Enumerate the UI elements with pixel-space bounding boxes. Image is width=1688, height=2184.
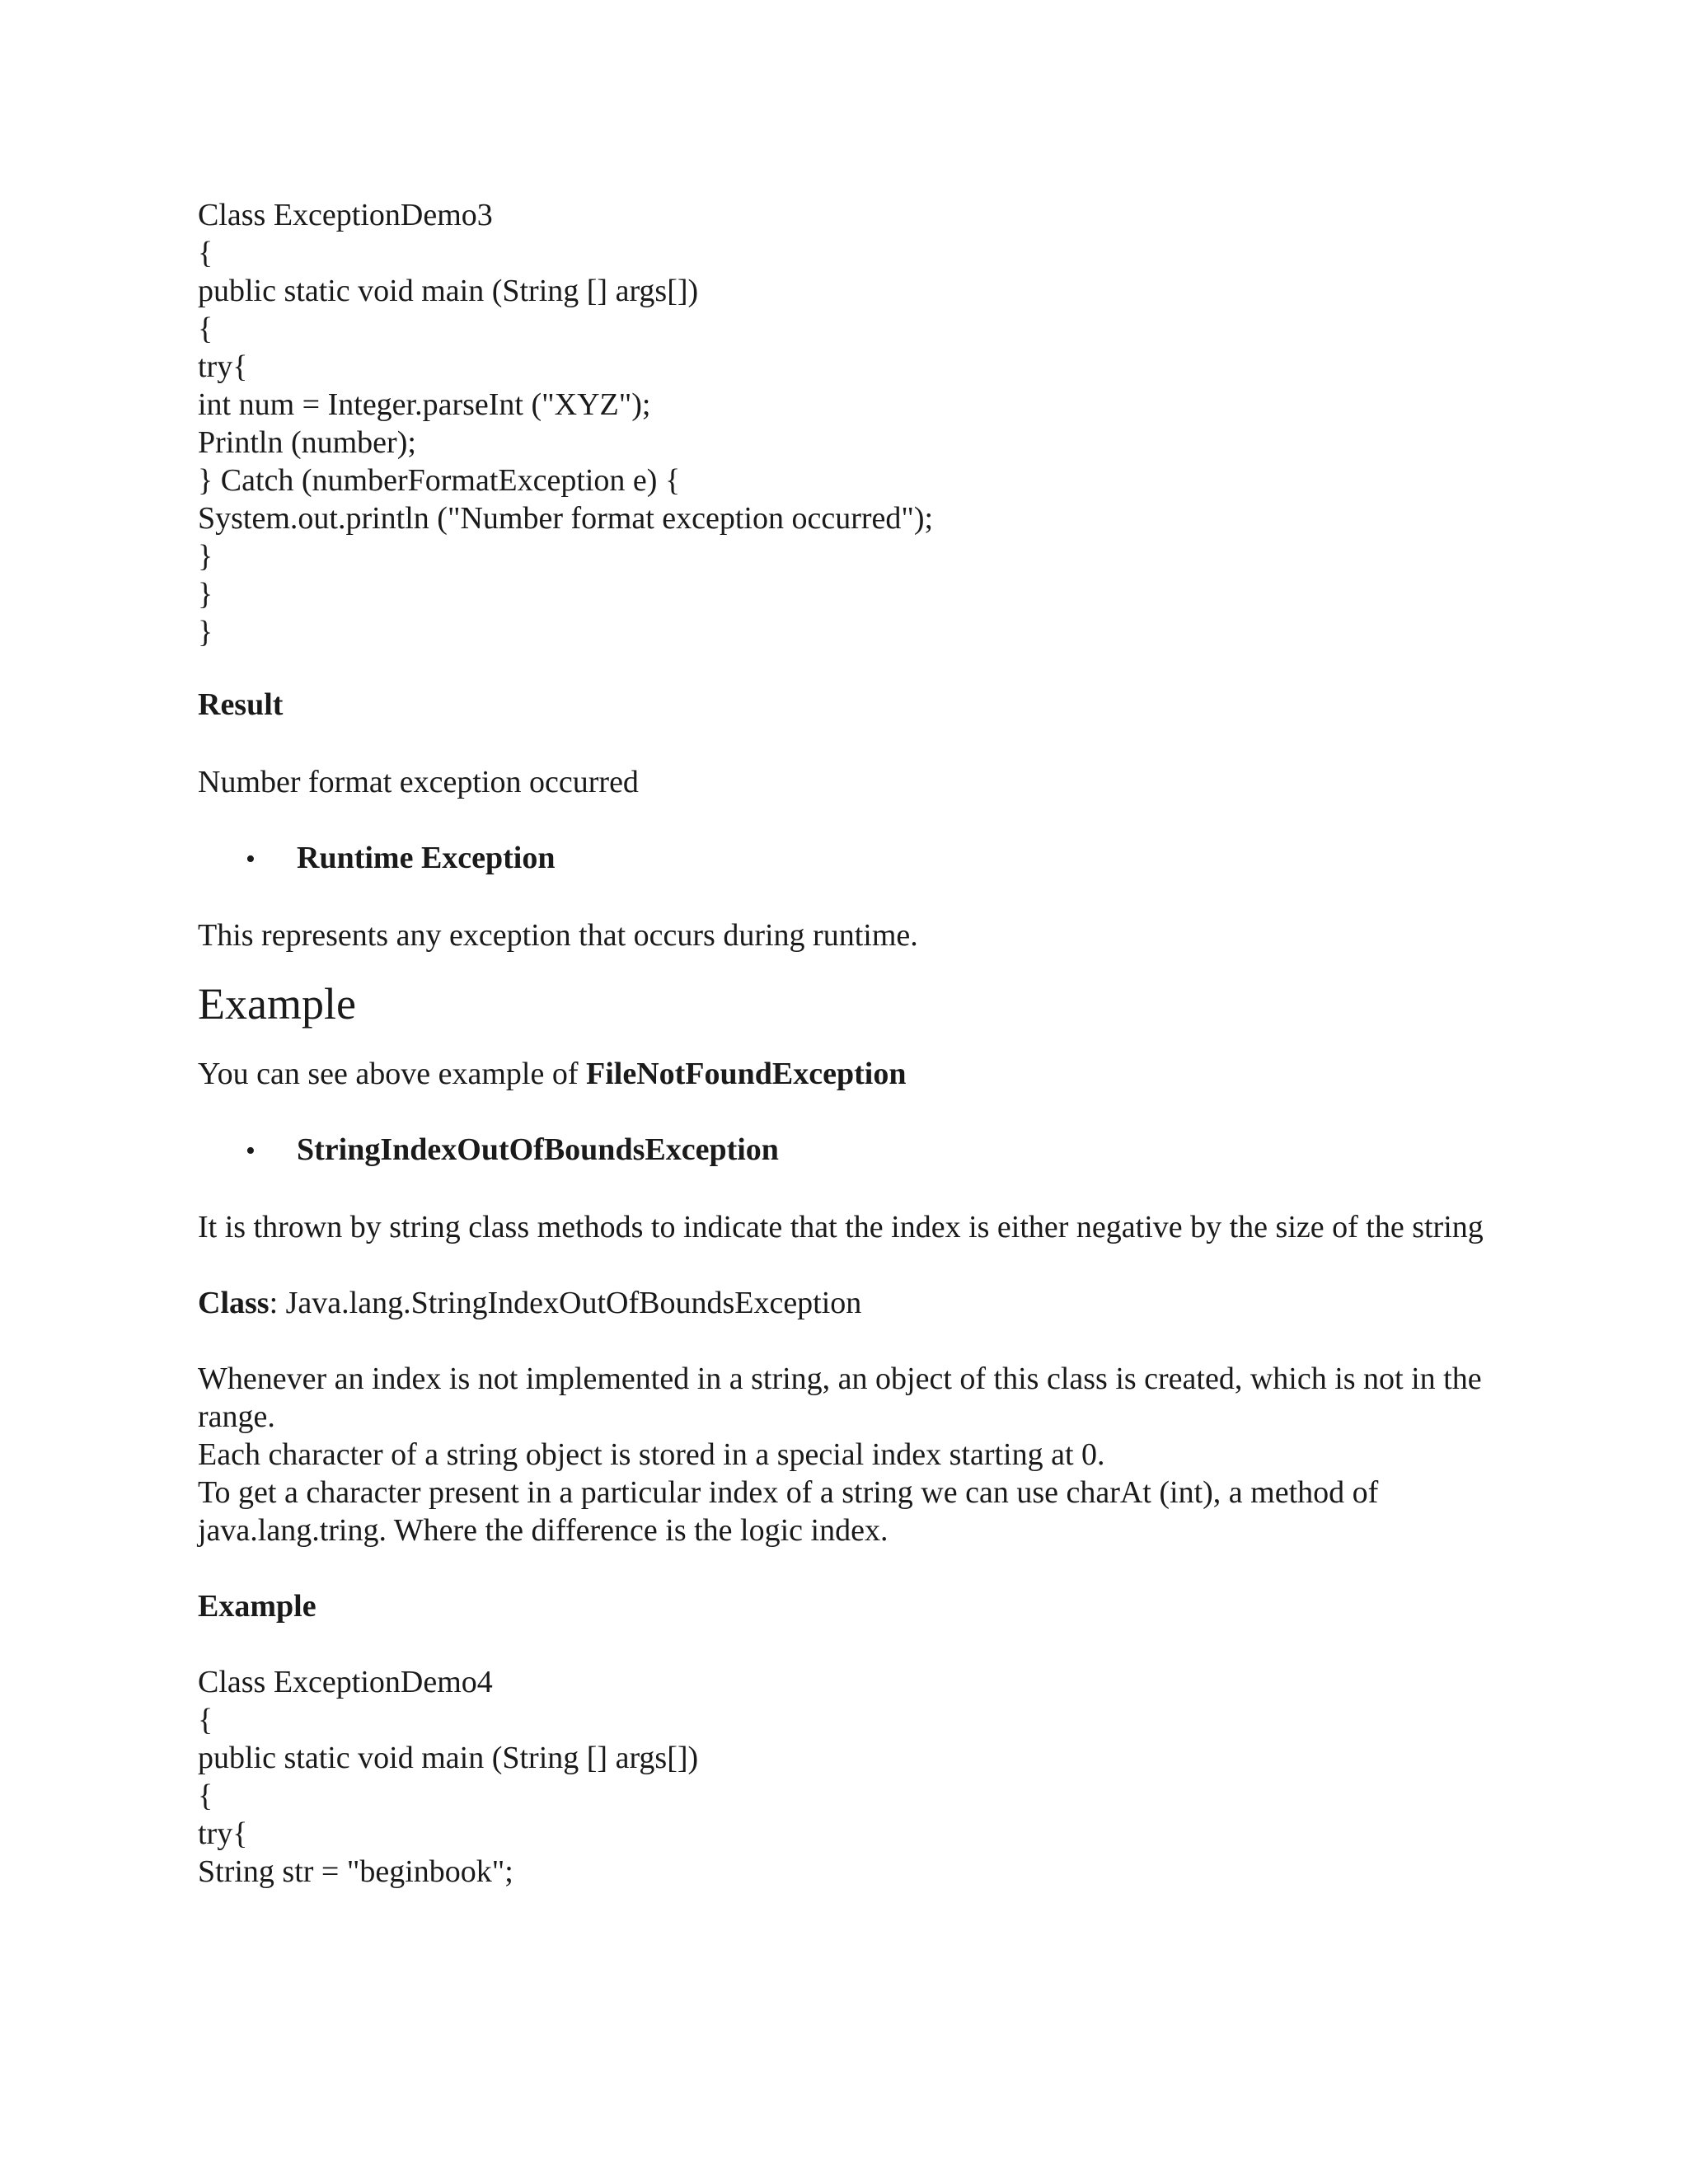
document-page: [198, 196, 1500, 1891]
class-line: [198, 1284, 1500, 1322]
code-line: Println (number);: [198, 425, 416, 460]
code-line: } Catch (numberFormatException e) {: [198, 463, 681, 498]
code-line: try{: [198, 349, 248, 384]
code-line: {: [198, 1779, 213, 1813]
code-line: public static void main (String [] args[]): [198, 274, 699, 308]
bullet-label: StringIndexOutOfBoundsException: [297, 1132, 779, 1167]
code-block-exceptiondemo4: [198, 1663, 1500, 1891]
paragraph-charat: To get a character present in a particular index of a string we can use charAt (int), a method of java.lang.tring. Where the difference is the logic index.: [198, 1475, 1379, 1548]
paragraph-index-storage: Each character of a string object is stored in a special index starting at 0.: [198, 1437, 1105, 1472]
result-heading: Result: [198, 687, 284, 722]
example-heading: Example: [198, 979, 356, 1029]
class-label: Class: [198, 1286, 270, 1320]
code-line: }: [198, 615, 213, 649]
code-line: try{: [198, 1816, 248, 1851]
code-line: {: [198, 1703, 213, 1737]
runtime-description: This represents any exception that occurs during runtime.: [198, 918, 918, 953]
code-line: {: [198, 312, 213, 346]
code-line: Class ExceptionDemo3: [198, 198, 493, 232]
example2-heading: Example: [198, 1589, 316, 1624]
code-line: public static void main (String [] args[]): [198, 1741, 699, 1775]
example-text-exception: FileNotFoundException: [586, 1057, 907, 1091]
example-text-prefix: You can see above example of: [198, 1057, 586, 1091]
result-text: Number format exception occurred: [198, 765, 639, 799]
bullet-stringindex-exception: [198, 1131, 1500, 1170]
code-line: {: [198, 236, 213, 270]
code-line: }: [198, 577, 213, 612]
code-line: }: [198, 539, 213, 574]
code-line: String str = "beginbook";: [198, 1854, 513, 1889]
paragraph-range: Whenever an index is not implemented in a string, an object of this class is created, which is not in the range.: [198, 1361, 1482, 1434]
code-line: Class ExceptionDemo4: [198, 1665, 493, 1699]
bullet-label: Runtime Exception: [297, 841, 556, 875]
class-value: : Java.lang.StringIndexOutOfBoundsException: [269, 1286, 862, 1320]
bullet-icon: •: [246, 844, 256, 874]
code-line: int num = Integer.parseInt ("XYZ");: [198, 387, 651, 422]
stringindex-description: It is thrown by string class methods to indicate that the index is either negative by the size of the string: [198, 1210, 1484, 1244]
code-block-exceptiondemo3: [198, 196, 1500, 651]
bullet-icon: •: [246, 1136, 256, 1166]
bullet-runtime-exception: [198, 839, 1500, 879]
code-line: System.out.println ("Number format exception occurred");: [198, 501, 934, 536]
example-text: [198, 1055, 1500, 1093]
